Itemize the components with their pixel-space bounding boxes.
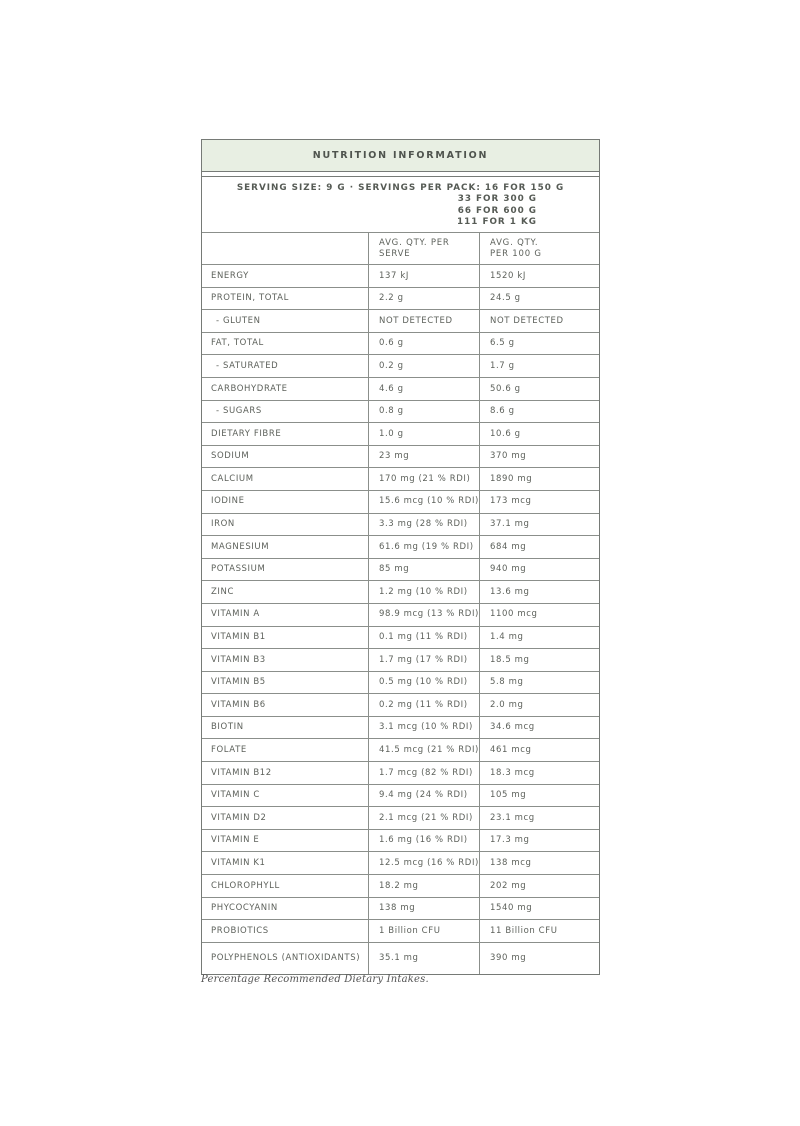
table-row — [202, 920, 599, 943]
nutrient-label: - SUGARS — [216, 406, 262, 417]
nutrient-label: POTASSIUM — [211, 564, 266, 575]
nutrient-label: VITAMIN A — [211, 609, 260, 620]
table-row — [202, 807, 599, 830]
per-100g-value: 390 mg — [479, 943, 602, 974]
per-serve-value: 12.5 mcg (16 % RDI) — [368, 852, 482, 874]
nutrient-label: VITAMIN B3 — [211, 654, 266, 665]
per-serve-value: 0.5 mg (10 % RDI) — [368, 672, 482, 694]
nutrient-label: CHLOROPHYLL — [211, 880, 280, 891]
per-serve-value: 138 mg — [368, 898, 482, 920]
per-serve-value: 2.2 g — [368, 288, 482, 310]
per-100g-value: 13.6 mg — [479, 581, 602, 603]
per-100g-value: 37.1 mg — [479, 514, 602, 536]
nutrient-label: FAT, TOTAL — [211, 338, 264, 349]
per-100g-value: 105 mg — [479, 785, 602, 807]
nutrient-label: DIETARY FIBRE — [211, 428, 282, 439]
pack-size-line: 111 FOR 1 KG — [457, 217, 537, 227]
col-header-per-serve — [368, 233, 482, 264]
table-row — [202, 310, 599, 333]
per-serve-value: 170 mg (21 % RDI) — [368, 468, 482, 490]
table-row — [202, 423, 599, 446]
per-serve-value: 2.1 mcg (21 % RDI) — [368, 807, 482, 829]
per-100g-value: 173 mcg — [479, 491, 602, 513]
per-100g-value: 18.3 mcg — [479, 762, 602, 784]
nutrient-label: MAGNESIUM — [211, 541, 270, 552]
per-serve-value: 1.7 mg (17 % RDI) — [368, 649, 482, 671]
nutrient-label: FOLATE — [211, 745, 247, 756]
col-header-per-serve-line1: AVG. QTY. PER — [379, 237, 450, 248]
table-title-bar — [202, 140, 599, 172]
serving-size-line: SERVING SIZE: 9 G · SERVINGS PER PACK: 16 FOR 150 G — [236, 183, 565, 193]
per-100g-value: 18.5 mg — [479, 649, 602, 671]
per-serve-value: 41.5 mcg (21 % RDI) — [368, 739, 482, 761]
table-row — [202, 333, 599, 356]
nutrition-rows — [202, 265, 599, 974]
nutrient-label: BIOTIN — [211, 722, 244, 733]
per-serve-value: 137 kJ — [368, 265, 482, 287]
nutrient-label: - SATURATED — [216, 360, 279, 371]
per-100g-value: NOT DETECTED — [479, 310, 602, 332]
per-100g-value: 24.5 g — [479, 288, 602, 310]
table-row — [202, 898, 599, 921]
nutrient-label: PROBIOTICS — [211, 925, 269, 936]
table-row — [202, 559, 599, 582]
col-header-per-100g-line1: AVG. QTY. — [490, 237, 539, 248]
per-serve-value: 0.2 g — [368, 355, 482, 377]
per-100g-value: 684 mg — [479, 536, 602, 558]
nutrition-table — [201, 139, 600, 975]
per-serve-value: 23 mg — [368, 446, 482, 468]
per-100g-value: 34.6 mcg — [479, 717, 602, 739]
nutrient-label: SODIUM — [211, 451, 250, 462]
per-serve-value: 1 Billion CFU — [368, 920, 482, 942]
table-row — [202, 491, 599, 514]
per-serve-value: 4.6 g — [368, 378, 482, 400]
per-100g-value: 5.8 mg — [479, 672, 602, 694]
table-row — [202, 672, 599, 695]
nutrient-label: VITAMIN B5 — [211, 677, 266, 688]
per-100g-value: 6.5 g — [479, 333, 602, 355]
per-serve-value: 98.9 mcg (13 % RDI) — [368, 604, 482, 626]
pack-size-line: 66 FOR 600 G — [457, 205, 537, 216]
per-serve-value: 3.1 mcg (10 % RDI) — [368, 717, 482, 739]
table-row — [202, 514, 599, 537]
nutrient-label: VITAMIN B6 — [211, 699, 266, 710]
per-100g-value: 23.1 mcg — [479, 807, 602, 829]
per-serve-value: 1.6 mg (16 % RDI) — [368, 830, 482, 852]
per-100g-value: 2.0 mg — [479, 694, 602, 716]
nutrient-label: VITAMIN D2 — [211, 812, 267, 823]
per-serve-value: 35.1 mg — [368, 943, 482, 974]
per-serve-value: 1.7 mcg (82 % RDI) — [368, 762, 482, 784]
table-row — [202, 852, 599, 875]
table-row — [202, 627, 599, 650]
per-serve-value: 9.4 mg (24 % RDI) — [368, 785, 482, 807]
table-row — [202, 785, 599, 808]
nutrient-label: ENERGY — [211, 270, 249, 281]
pack-size-line: 33 FOR 300 G — [457, 194, 537, 204]
table-row — [202, 265, 599, 288]
per-serve-value: 15.6 mcg (10 % RDI) — [368, 491, 482, 513]
nutrient-label: POLYPHENOLS (ANTIOXIDANTS) — [211, 953, 361, 964]
per-serve-value: 3.3 mg (28 % RDI) — [368, 514, 482, 536]
col-header-empty — [202, 233, 368, 264]
nutrient-label: IRON — [211, 519, 235, 530]
table-row — [202, 536, 599, 559]
per-100g-value: 10.6 g — [479, 423, 602, 445]
nutrient-label: VITAMIN E — [211, 835, 260, 846]
per-100g-value: 17.3 mg — [479, 830, 602, 852]
per-100g-value: 1100 mcg — [479, 604, 602, 626]
nutrient-label: VITAMIN K1 — [211, 857, 266, 868]
table-row — [202, 649, 599, 672]
per-serve-value: 0.6 g — [368, 333, 482, 355]
col-header-per-100g-line2: PER 100 G — [490, 248, 542, 259]
per-100g-value: 1520 kJ — [479, 265, 602, 287]
col-header-per-100g — [479, 233, 602, 264]
nutrient-label: VITAMIN B12 — [211, 767, 272, 778]
table-row — [202, 762, 599, 785]
table-row — [202, 830, 599, 853]
per-serve-value: 0.1 mg (11 % RDI) — [368, 627, 482, 649]
table-title: NUTRITION INFORMATION — [312, 150, 489, 161]
table-row — [202, 694, 599, 717]
per-100g-value: 370 mg — [479, 446, 602, 468]
col-header-per-serve-line2: SERVE — [379, 248, 411, 259]
per-serve-value: 1.2 mg (10 % RDI) — [368, 581, 482, 603]
nutrient-label: - GLUTEN — [216, 315, 261, 326]
per-serve-value: 18.2 mg — [368, 875, 482, 897]
table-row — [202, 355, 599, 378]
per-100g-value: 1890 mg — [479, 468, 602, 490]
per-100g-value: 11 Billion CFU — [479, 920, 602, 942]
per-100g-value: 202 mg — [479, 875, 602, 897]
rdi-footnote: Percentage Recommended Dietary Intakes. — [201, 974, 429, 985]
table-row — [202, 943, 599, 974]
nutrient-label: PHYCOCYANIN — [211, 903, 278, 914]
table-row — [202, 446, 599, 469]
nutrient-label: CARBOHYDRATE — [211, 383, 288, 394]
table-row — [202, 717, 599, 740]
per-serve-value: 1.0 g — [368, 423, 482, 445]
table-row — [202, 581, 599, 604]
per-serve-value: 0.8 g — [368, 401, 482, 423]
per-100g-value: 1540 mg — [479, 898, 602, 920]
nutrient-label: PROTEIN, TOTAL — [211, 293, 289, 304]
table-row — [202, 378, 599, 401]
nutrient-label: VITAMIN C — [211, 790, 260, 801]
per-serve-value: 61.6 mg (19 % RDI) — [368, 536, 482, 558]
per-100g-value: 940 mg — [479, 559, 602, 581]
per-100g-value: 1.4 mg — [479, 627, 602, 649]
per-100g-value: 50.6 g — [479, 378, 602, 400]
per-100g-value: 1.7 g — [479, 355, 602, 377]
nutrient-label: VITAMIN B1 — [211, 632, 266, 643]
table-row — [202, 875, 599, 898]
per-serve-value: 85 mg — [368, 559, 482, 581]
table-row — [202, 739, 599, 762]
per-serve-value: NOT DETECTED — [368, 310, 482, 332]
per-100g-value: 138 mcg — [479, 852, 602, 874]
nutrient-label: IODINE — [211, 496, 245, 507]
table-row — [202, 401, 599, 424]
per-100g-value: 8.6 g — [479, 401, 602, 423]
table-row — [202, 288, 599, 311]
per-100g-value: 461 mcg — [479, 739, 602, 761]
nutrient-label: ZINC — [211, 586, 235, 597]
column-header-row — [202, 233, 599, 265]
nutrient-label: CALCIUM — [211, 473, 254, 484]
serving-info — [202, 177, 599, 233]
table-row — [202, 604, 599, 627]
per-serve-value: 0.2 mg (11 % RDI) — [368, 694, 482, 716]
table-row — [202, 468, 599, 491]
